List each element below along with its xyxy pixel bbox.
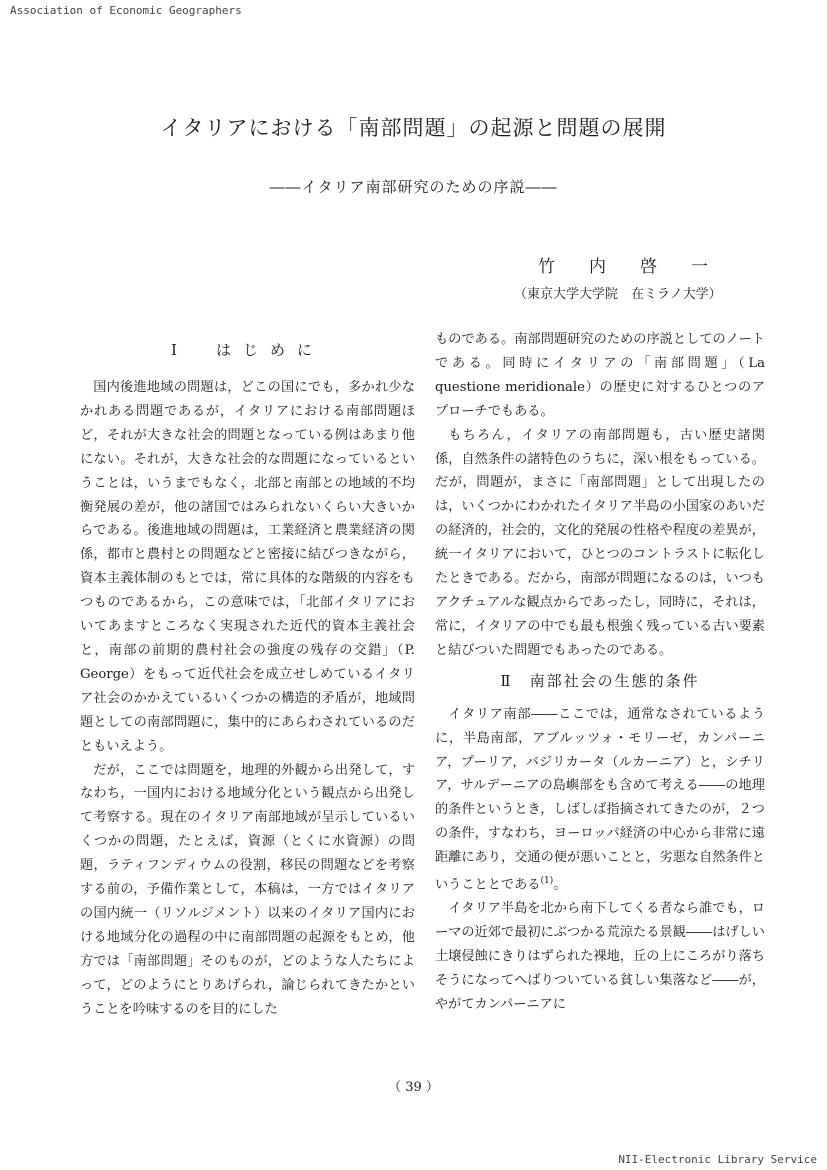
paragraph: イタリア半島を北から南下してくる者なら誰でも，ローマの近郊で最初にぶつかる荒涼たる景観――はげしい土壌侵蝕にきりはずられた裸地，丘の上にころがり落ちそうになってへばりついている貧しい集落など――が，やがてカンパーニアに: [435, 901, 765, 1012]
author-name: 竹内啓一: [538, 257, 742, 277]
paragraph: [435, 703, 765, 898]
paragraph: ものである。南部問題研究のための序説としてのノートである。同時にイタリアの「南部問題」（La questione meridionale）の歴史に対するひとつのアプローチでもある。: [435, 332, 765, 419]
header-note: Association of Economic Geographers: [10, 4, 242, 17]
paragraph: もちろん，イタリアの南部問題も，古い歴史諸関係，自然条件の諸特色のうちに，深い根をもっている。だが，問題が，まさに「南部問題」として出現したのは，いくつかにわかれたイタリア半島の小国家のあいだの経済的，社会的，文化的発展の性格や程度の差異が，統一イタリアにおいて，ひとつのコントラストに転化したときである。だから，南部が問題になるのは，いつもアクチュアルな観点からであったし，同時に，それは，常に，イタリアの中でも最も根強く残っている古い要素と結びついた問題でもあったのである。: [435, 427, 765, 658]
author-affiliation: （東京大学大学院 在ミラノ大学）: [514, 287, 722, 302]
paper-subtitle: ――イタリア南部研究のための序説――: [269, 178, 558, 196]
paper-title: イタリアにおける「南部問題」の起源と問題の展開: [160, 116, 667, 140]
left-column: [80, 328, 415, 1021]
section-heading-1: Ⅰ はじめに: [171, 341, 324, 359]
section-heading-2: Ⅱ 南部社会の生態的条件: [500, 671, 700, 690]
footer-note: NII-Electronic Library Service: [618, 1153, 817, 1166]
right-column: [435, 328, 765, 1017]
paragraph: 国内後進地域の問題は，どこの国にでも，多かれ少なかれある問題であるが，イタリアにおける南部問題ほど，それが大きな社会的問題となっている例はあまり他にない。それが，大きな社会的な問題になっているということは，いうまでもなく，北部と南部との地域的不均衡発展の差が，他の諸国ではみられないくらい大きいからである。後進地域の問題は，工業経済と農業経済の関係，都市と農村との問題などと密接に結びつきながら，資本主義体制のもとでは，常に具体的な階級的内容をもつものであるから，この意味では，「北部イタリアにおいてあますところなく実現された近代的資本主義社会と，南部の前期的農村社会の強度の残存の交錯」（P. George）をもって近代社会を成立せしめているイタリア社会のかかえているいくつかの構造的矛盾が，地域問題としての南部問題に，集中的にあらわされているのだともいえよう。: [80, 380, 415, 754]
footnote-marker[interactable]: (1): [540, 876, 554, 887]
paragraph: だが，ここでは問題を，地理的外観から出発して，すなわち，一国内における地域分化という観点から出発して考察する。現在のイタリア南部地域が呈示しているいくつかの問題，たとえば，資源（とくに水資源）の問題，ラティフンディウムの役割，移民の問題などを考察する前の，予備作業として，本稿は，一方ではイタリアの国内統一（リソルジメント）以来のイタリア国内における地域分化の過程の中に南部問題の起源をもとめ，他方では「南部問題」そのものが，どのような人たちによって，どのようにとりあげられ，論じられてきたかということを吟味するのを目的にした: [80, 762, 415, 1017]
paragraph-text: イタリア南部――ここでは，通常なされているように，半島南部，アブルッツォ・モリーゼ，カンパーニア，プーリア，バジリカータ（ルカーニア）と，シチリア，サルデーニアの島嶼部をも含めて考える――の地理的条件というとき，しばしば指摘されてきたのが，２つの条件，すなわち，ヨーロッパ経済の中心から非常に遠距離にあり，交通の便が悪いことと，劣悪な自然条件ということとである: [435, 706, 765, 893]
sentence-end: 。: [553, 877, 567, 893]
page-number: （ 39 ）: [388, 1080, 439, 1095]
